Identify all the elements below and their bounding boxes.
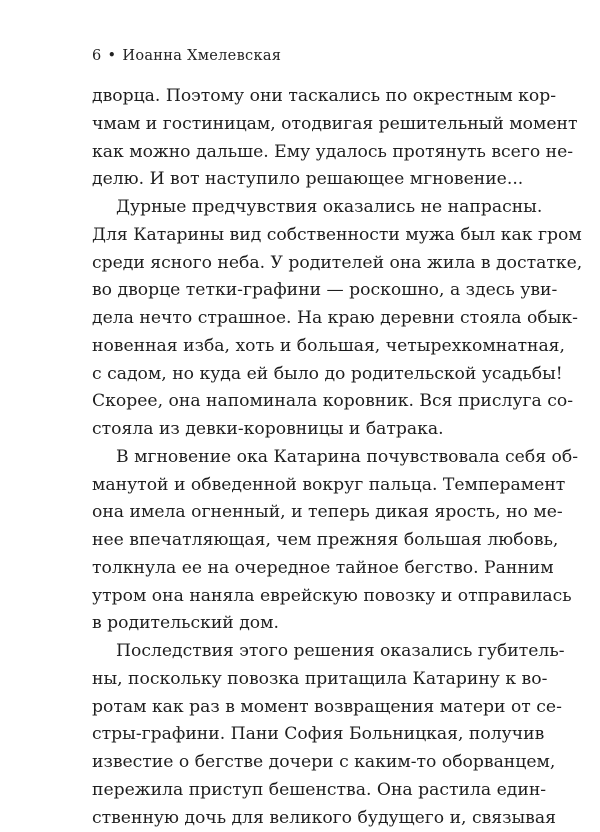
text-line: нее впечатляющая, чем прежняя большая любовь, [92, 527, 512, 555]
text-line: дворца. Поэтому они таскались по окрестным кор- [92, 83, 512, 111]
text-line: как можно дальше. Ему удалось протянуть всего не- [92, 139, 512, 167]
text-line: В мгновение ока Катарина почувствовала себя об- [92, 444, 512, 472]
text-line: среди ясного неба. У родителей она жила в достатке, [92, 250, 512, 278]
body-text [92, 83, 512, 832]
text-line: стояла из девки-коровницы и батрака. [92, 416, 512, 444]
text-line: дела нечто страшное. На краю деревни стояла обык- [92, 305, 512, 333]
text-line: Дурные предчувствия оказались не напрасны. [92, 194, 512, 222]
text-line: во дворце тетки-графини — роскошно, а здесь уви- [92, 277, 512, 305]
text-line: она имела огненный, и теперь дикая ярость, но ме- [92, 499, 512, 527]
text-line: ротам как раз в момент возвращения матери от се- [92, 694, 512, 722]
text-line: Для Катарины вид собственности мужа был как гром [92, 222, 512, 250]
text-line: Последствия этого решения оказались губитель- [92, 638, 512, 666]
text-line: в родительский дом. [92, 610, 512, 638]
text-line: известие о бегстве дочери с каким-то оборванцем, [92, 749, 512, 777]
text-line: утром она наняла еврейскую повозку и отправилась [92, 583, 512, 611]
text-line: ны, поскольку повозка притащила Катарину к во- [92, 666, 512, 694]
text-line: манутой и обведенной вокруг пальца. Темперамент [92, 472, 512, 500]
text-line: делю. И вот наступило решающее мгновение... [92, 166, 512, 194]
text-line: ственную дочь для великого будущего и, связывая [92, 805, 512, 832]
text-line: Скорее, она напоминала коровник. Вся прислуга со- [92, 388, 512, 416]
text-line: пережила приступ бешенства. Она растила един- [92, 777, 512, 805]
text-line: толкнула ее на очередное тайное бегство. Ранним [92, 555, 512, 583]
text-line: стры-графини. Пани София Больницкая, получив [92, 721, 512, 749]
page-number: 6 [92, 48, 102, 64]
text-line: с садом, но куда ей было до родительской усадьбы! [92, 361, 512, 389]
author-name: Иоанна Хмелевская [122, 48, 281, 64]
text-line: новенная изба, хоть и большая, четырехкомнатная, [92, 333, 512, 361]
separator-dot: • [108, 48, 117, 64]
text-line: чмам и гостиницам, отодвигая решительный момент [92, 111, 512, 139]
running-head [92, 48, 281, 64]
